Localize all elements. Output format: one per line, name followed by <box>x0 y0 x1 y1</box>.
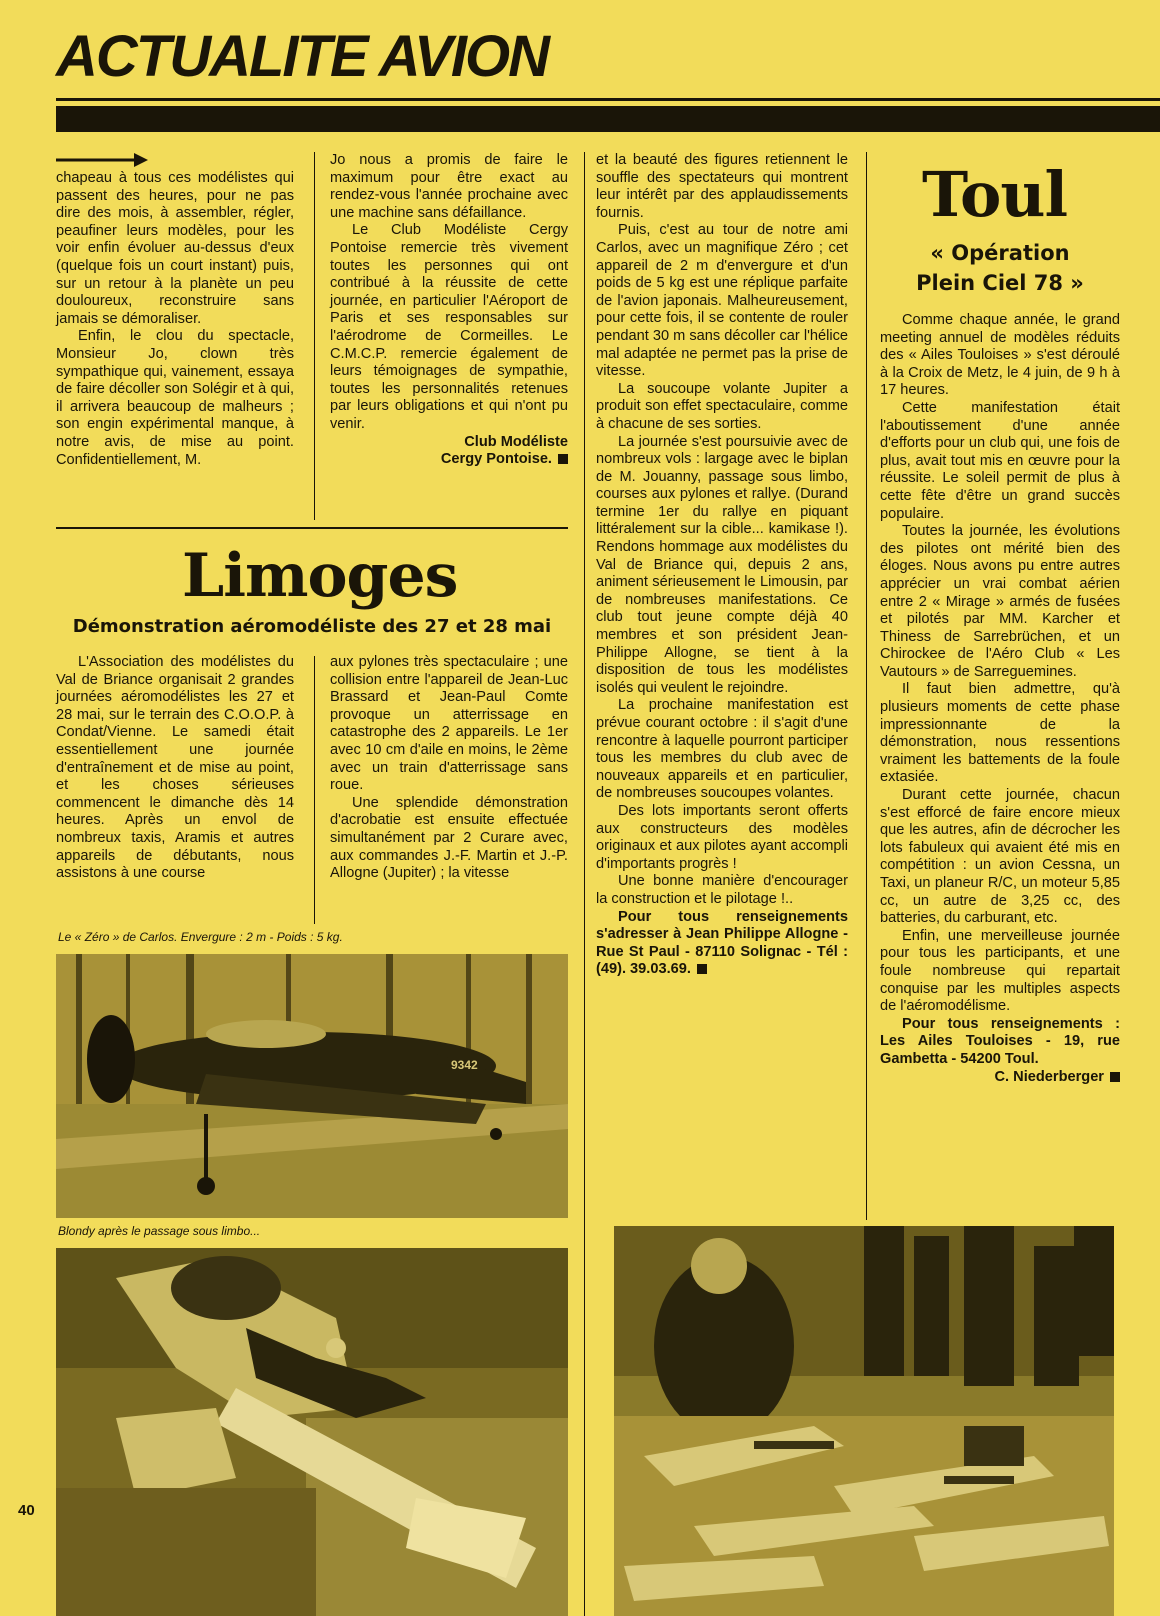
paragraph: aux pylones très spectaculaire ; une collision entre l'appareil de Jean-Luc Brassard et Jean-Paul Comte provoque un atterrissage en catastrophe des 2 appareils. Le 1er avec 10 cm d'aile en moins, le 2ème avec un train d'atterrissage sans roue. <box>330 654 568 794</box>
header-rule-thick <box>56 106 1160 132</box>
paragraph: La prochaine manifestation est prévue courant octobre : il s'agit d'une rencontre à laquelle pourront participer tous les membres du club avec de nouveaux appareils et en particulier, de nombreuses soucoupes volantes. <box>596 697 848 802</box>
paragraph: Une bonne manière d'encourager la construction et le pilotage !.. <box>596 873 848 907</box>
end-mark-icon <box>558 454 568 464</box>
continuation-arrow-icon <box>56 150 148 170</box>
column-divider <box>314 152 315 520</box>
photo-zero-plane <box>56 954 568 1218</box>
paragraph: Des lots importants seront offerts aux constructeurs des modèles originaux et aux pilotes ayant accompli d'importants progrès ! <box>596 802 848 872</box>
end-mark-icon <box>1110 1072 1120 1082</box>
column-divider <box>584 152 585 1616</box>
signature-text: C. Niederberger <box>994 1068 1104 1085</box>
paragraph: Cette manifestation était l'aboutissement d'une année d'efforts pour un club qui, une fois de plus, avait tout mis en œuvre pour la réussite. Le soleil permit de plus à cette fête d'être un grand succès populaire. <box>880 399 1120 522</box>
paragraph: chapeau à tous ces modélistes qui passent des heures, pour ne pas dire des mois, à assembler, régler, peaufiner leurs modèles, pour les voir enfin évoluer au-dessus d'eux (quelque fois un court instant) puis, sur un retour à la planète un peu douloureux, reconstruire sans jamais se démoraliser. <box>56 170 294 327</box>
photo-caption-zero: Le « Zéro » de Carlos. Envergure : 2 m - Poids : 5 kg. <box>58 930 343 944</box>
article-toul <box>880 312 1120 1086</box>
paragraph: La journée s'est poursuivie avec de nombreux vols : largage avec le biplan de M. Jouanny, passage sous limbo, courses aux pylones et rallye. (Durand termine 1er du rallye en piquant littéralement sur la cible... kamikase !). Rendons hommage aux modélistes du Val de Briance qui, depuis 2 ans, animent sérieusement le Limousin, par de nombreuses manifestations. Ce club tout jeune compte déjà 40 membres et son président Jean-Philippe Allogne, se tient à la disposition de tous les modélistes isolés qui veulent le rejoindre. <box>596 433 848 696</box>
paragraph: Puis, c'est au tour de notre ami Carlos, avec un magnifique Zéro ; cet appareil de 2 m d'envergure et d'un poids de 5 kg est une réplique parfaite de l'avion japonais. Malheureusement, pour cette fois, il se contente de rouler pendant 30 m sans décoller car l'hélice mal adaptée ne permet pas la prise de vitesse. <box>596 222 848 380</box>
signature-line <box>880 1069 1120 1087</box>
toul-subtitle-line2: Plein Ciel 78 » <box>916 271 1084 295</box>
article-cergy-col1 <box>56 170 294 469</box>
page-number: 40 <box>18 1502 35 1519</box>
article-limoges-col2 <box>330 654 568 883</box>
article-limoges-col3 <box>596 152 848 979</box>
section-title: ACTUALITE AVION <box>56 24 548 89</box>
signature-text: Cergy Pontoise. <box>440 451 552 468</box>
paragraph: L'Association des modélistes du Val de Briance organisait 2 grandes journées aéromodélistes les 27 et 28 mai, sur le terrain des C.O.O.P. à Condat/Vienne. Le samedi était essentiellement une journée d'entraînement et de mise au point, et les choses sérieuses commencent le dimanche dès 14 heures. Après un envol de nombreux taxis, Aramis et autres appareils de débutants, nous assistons à une course <box>56 654 294 882</box>
paragraph: Toutes la journée, les évolutions des pilotes ont mérité bien des éloges. Nous avons pu entre autres apprécier un vrai combat aérien entre 2 « Mirage » armés de fusées et pilotés par MM. Karcher et Thiness de Sarrebrüchen, et un Chirockee de l'Aéro Club « Les Vautours » de Sarreguemines. <box>880 523 1120 680</box>
paragraph: et la beauté des figures retiennent le souffle des spectateurs qui montrent leur intérêt par des applaudissements fournis. <box>596 152 848 221</box>
contact-paragraph: Pour tous renseignements : Les Ailes Touloises - 19, rue Gambetta - 54200 Toul. <box>880 1015 1120 1067</box>
contact-paragraph <box>596 909 848 979</box>
limoges-subtitle: Démonstration aéromodéliste des 27 et 28 mai <box>72 616 552 637</box>
paragraph: Le Club Modéliste Cergy Pontoise remercie très vivement toutes les personnes qui ont contribué à la réussite de cette journée, en particulier l'Aéroport de Paris et ses responsables sur l'aérodrome de Cormeilles. Le C.M.C.P. remercie également de leurs témoignages de sympathie, toutes les personnalités retenues par leurs obligations et qui n'ont pu venir. <box>330 222 568 432</box>
paragraph: Une splendide démonstration d'acrobatie est ensuite effectuée simultanément par 2 Curare avec, aux commandes J.-F. Martin et J.-P. Allogne (Jupiter) ; la vitesse <box>330 794 568 882</box>
paragraph: Durant cette journée, chacun s'est efforcé de faire encore mieux que les autres, afin de décrocher les lots fabuleux qui avaient été mis en compétition : un avion Cessna, un Taxi, un planeur R/C, un moteur 5,85 cc, un autre de 3,25 cc, des batteries, du carburant, etc. <box>880 787 1120 927</box>
article-cergy-col2 <box>330 152 568 469</box>
paragraph: Enfin, le clou du spectacle, Monsieur Jo, clown très sympathique qui, vainement, essaya de faire décoller son Solégir et à qui, il arrivera beaucoup de malheurs ; son engin expérimental manque, à notre avis, de mise au point. Confidentiellement, M. <box>56 328 294 468</box>
column-divider <box>314 656 315 924</box>
signature-line <box>330 451 568 469</box>
end-mark-icon <box>697 964 707 974</box>
contact-text: Pour tous renseignements s'adresser à Jean Philippe Allogne - Rue St Paul - 87110 Solignac - Tél : (49). 39.03.69. <box>596 908 848 978</box>
paragraph: Comme chaque année, le grand meeting annuel de modèles réduits des « Ailes Touloises » s'est déroulé à la Croix de Metz, le 4 juin, de 9 h à 17 heures. <box>880 312 1120 399</box>
column-divider <box>866 152 867 1220</box>
signature-line: Club Modéliste <box>464 433 568 450</box>
limoges-title: Limoges <box>182 541 458 611</box>
photo-caption-blondy: Blondy après le passage sous limbo... <box>58 1224 261 1238</box>
header-rule-thin <box>56 98 1160 101</box>
photo-toul-crowd <box>614 1226 1114 1616</box>
paragraph: Enfin, une merveilleuse journée pour tous les participants, et une foule nombreuse qui repartait conquise par les multiples aspects de l'aéromodélisme. <box>880 927 1120 1015</box>
plane-number: 9342 <box>451 1058 478 1072</box>
toul-subtitle-line1: « Opération <box>930 241 1070 265</box>
paragraph: Il faut bien admettre, qu'à plusieurs moments de cette phase impressionnante de la démonstration, nous ressentions vraiment les battements de la foule extasiée. <box>880 681 1120 786</box>
paragraph: La soucoupe volante Jupiter a produit son effet spectaculaire, comme à chacune de ses sorties. <box>596 380 848 432</box>
photo-blondy <box>56 1248 568 1616</box>
toul-title: Toul <box>922 158 1068 231</box>
paragraph: Jo nous a promis de faire le maximum pour être exact au rendez-vous l'année prochaine avec une machine sans défaillance. <box>330 152 568 221</box>
article-limoges-col1 <box>56 654 294 883</box>
section-divider <box>56 527 568 529</box>
